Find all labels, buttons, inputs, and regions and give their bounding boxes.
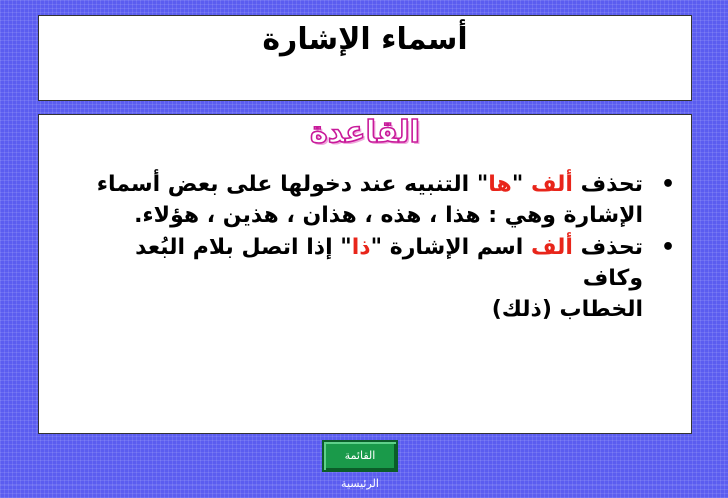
rule-list (77, 169, 677, 326)
rule-heading: القاعدة (310, 115, 420, 150)
highlight-alif: ألف (530, 235, 573, 260)
highlight-ha: ها (488, 172, 512, 197)
content-panel (38, 114, 692, 434)
slide-title: أسماء الإشارة (262, 22, 468, 57)
rule-text-1-line-2: الإشارة وهي : هذا ، هذه ، هذان ، هذين ، هؤلاء. (134, 203, 643, 228)
bullet-icon: • (660, 235, 675, 260)
main-menu-button[interactable]: القائمة الرئيسية (322, 440, 398, 472)
rule-item-1 (77, 169, 677, 231)
bullet-icon: • (660, 172, 675, 197)
title-panel (38, 15, 692, 101)
highlight-alif: ألف (530, 172, 573, 197)
rule-text-2-line-1: تحذف ألف اسم الإشارة "ذا" إذا اتصل بلام البُعد وكاف (135, 235, 643, 291)
highlight-tha: ذا (351, 235, 371, 260)
rule-text-2-line-2: الخطاب (ذلك) (491, 297, 643, 322)
rule-text-1-line-1: تحذف ألف "ها" التنبيه عند دخولها على بعض أسماء (96, 172, 643, 197)
rule-item-2 (77, 232, 677, 325)
